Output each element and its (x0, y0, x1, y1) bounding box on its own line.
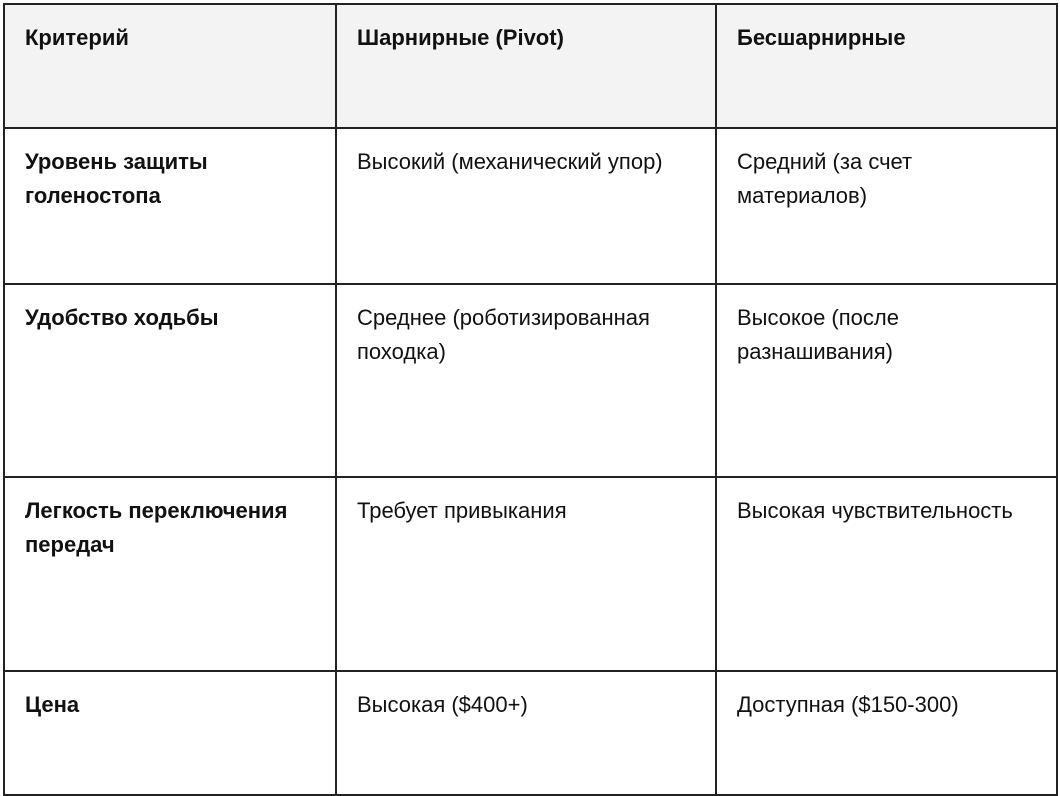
header-row (4, 4, 1057, 128)
cell-criterion: Легкость переключения передач (4, 477, 336, 671)
table-header (4, 4, 1057, 128)
cell-criterion: Цена (4, 671, 336, 795)
cell-pivot: Высокая ($400+) (336, 671, 716, 795)
cell-criterion: Удобство ходьбы (4, 284, 336, 477)
header-criterion: Критерий (4, 4, 336, 128)
cell-criterion: Уровень защиты голеностопа (4, 128, 336, 284)
table-row (4, 284, 1057, 477)
cell-hingeless: Доступная ($150-300) (716, 671, 1057, 795)
cell-pivot: Высокий (механический упор) (336, 128, 716, 284)
table-row (4, 477, 1057, 671)
comparison-table (3, 3, 1058, 796)
cell-pivot: Требует привыкания (336, 477, 716, 671)
cell-pivot: Среднее (роботизированная походка) (336, 284, 716, 477)
table-row (4, 128, 1057, 284)
header-pivot: Шарнирные (Pivot) (336, 4, 716, 128)
cell-hingeless: Высокая чувствительность (716, 477, 1057, 671)
cell-hingeless: Высокое (после разнашивания) (716, 284, 1057, 477)
cell-hingeless: Средний (за счет материалов) (716, 128, 1057, 284)
table-body (4, 128, 1057, 795)
table-row (4, 671, 1057, 795)
header-hingeless: Бесшарнирные (716, 4, 1057, 128)
